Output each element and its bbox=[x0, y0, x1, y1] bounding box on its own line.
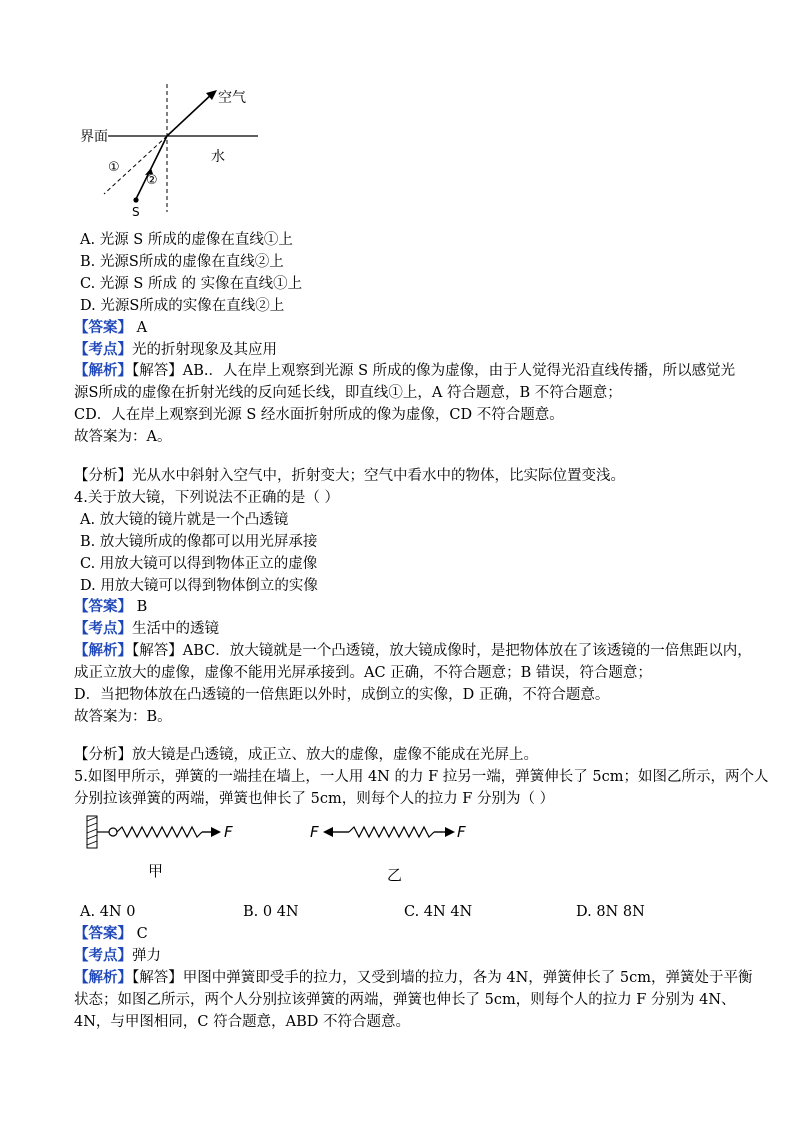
point-value: 光的折射现象及其应用 bbox=[132, 342, 277, 358]
q5-analysis-line-1 bbox=[74, 968, 752, 988]
force-arrow-left bbox=[323, 827, 333, 837]
q3-option-c: C. 光源 S 所成 的 实像在直线①上 bbox=[80, 276, 303, 292]
point-tag: 【考点】 bbox=[74, 620, 132, 637]
analysis-text: 【解答】ABC．放大镜就是一个凸透镜，放大镜成像时，是把物体放在了该透镜的一倍焦距以内， bbox=[132, 643, 752, 659]
spring bbox=[117, 827, 202, 837]
q5-stem-line-1: 5.如图甲所示，弹簧的一端挂在墙上，一人用 4N 的力 F 拉另一端，弹簧伸长了 5cm；如图乙所示，两个人 bbox=[74, 769, 769, 785]
point-value: 生活中的透镜 bbox=[132, 621, 219, 637]
ray-air bbox=[167, 93, 213, 136]
q4-option-d: D. 用放大镜可以得到物体倒立的实像 bbox=[80, 578, 318, 594]
q5-stem-line-2: 分别拉该弹簧的两端，弹簧也伸长了 5cm，则每个人的拉力 F 分别为（ ） bbox=[74, 791, 555, 807]
air-label: 空气 bbox=[218, 90, 246, 106]
force-arrow-right bbox=[445, 827, 455, 837]
q4-option-c: C. 用放大镜可以得到物体正立的虚像 bbox=[80, 556, 318, 572]
q4-point-line bbox=[74, 619, 219, 639]
q5-analysis-line-3: 4N，与甲图相同，C 符合题意，ABD 不符合题意。 bbox=[74, 1014, 410, 1030]
q5-option-b: B. 0 4N bbox=[243, 904, 299, 920]
force-label-left: F bbox=[310, 823, 319, 841]
q4-analysis-line-1 bbox=[74, 641, 752, 661]
q3-option-d: D. 光源S所成的实像在直线②上 bbox=[80, 298, 285, 314]
force-arrow bbox=[211, 827, 221, 837]
point-tag: 【考点】 bbox=[74, 947, 132, 964]
spring-figure-a bbox=[85, 812, 255, 852]
q5-analysis-line-2: 状态；如图乙所示，两个人分别拉该弹簧的两端，弹簧也伸长了 5cm，则每个人的拉力 F 分别为 4N、 bbox=[74, 992, 736, 1008]
ray-water bbox=[136, 136, 167, 199]
answer-tag: 【答案】 bbox=[74, 925, 132, 942]
answer-tag: 【答案】 bbox=[74, 598, 132, 615]
q3-analysis-line-2: 源S所成的虚像在折射光线的反向延长线，即直线①上，A 符合题意，B 不符合题意； bbox=[74, 385, 622, 401]
line2-label: ② bbox=[146, 173, 158, 188]
analysis-text: 【解答】AB.．人在岸上观察到光源 S 所成的像为虚像，由于人觉得光沿直线传播，所以感觉光 bbox=[132, 363, 736, 379]
q5-point-line bbox=[74, 946, 161, 966]
analysis-tag: 【解析】 bbox=[74, 969, 132, 986]
q3-answer-line bbox=[74, 318, 147, 338]
water-label: 水 bbox=[211, 149, 225, 165]
spring-figure-b bbox=[305, 812, 480, 852]
q3-option-b: B. 光源S所成的虚像在直线②上 bbox=[80, 254, 284, 270]
figure-b-caption: 乙 bbox=[387, 866, 403, 884]
q4-analysis-line-4: 故答案为：B。 bbox=[74, 709, 172, 725]
q4-answer-line bbox=[74, 597, 147, 617]
q4-option-a: A. 放大镜的镜片就是一个凸透镜 bbox=[80, 512, 289, 528]
point-value: 弹力 bbox=[132, 948, 161, 964]
q5-answer-line bbox=[74, 924, 148, 944]
q5-option-d: D. 8N 8N bbox=[576, 904, 645, 920]
point-tag: 【考点】 bbox=[74, 341, 132, 358]
q3-point-line bbox=[74, 340, 277, 360]
q4-fenxi: 【分析】放大镜是凸透镜，成正立、放大的虚像，虚像不能成在光屏上。 bbox=[74, 747, 538, 763]
q4-option-b: B. 放大镜所成的像都可以用光屏承接 bbox=[80, 534, 318, 550]
q5-option-a: A. 4N 0 bbox=[80, 904, 136, 920]
q4-analysis-line-2: 成正立放大的虚像，虚像不能用光屏承接到。AC 正确，不符合题意；B 错误，符合题意； bbox=[74, 665, 652, 681]
force-label-right: F bbox=[457, 823, 466, 841]
light-source-dot bbox=[133, 197, 138, 202]
analysis-tag: 【解析】 bbox=[74, 642, 132, 659]
q4-stem: 4.关于放大镜，下列说法不正确的是（ ） bbox=[74, 490, 339, 506]
q3-fenxi: 【分析】光从水中斜射入空气中，折射变大；空气中看水中的物体，比实际位置变浅。 bbox=[74, 468, 625, 484]
q3-analysis-line-4: 故答案为：A。 bbox=[74, 429, 172, 445]
ring bbox=[109, 828, 117, 836]
refraction-diagram bbox=[70, 80, 270, 220]
spring bbox=[349, 827, 434, 837]
interface-label: 界面 bbox=[80, 129, 108, 145]
q3-analysis-line-3: CD．人在岸上观察到光源 S 经水面折射所成的像为虚像，CD 不符合题意。 bbox=[74, 407, 564, 423]
q5-option-c: C. 4N 4N bbox=[404, 904, 473, 920]
answer-value: A bbox=[136, 320, 148, 336]
answer-value: B bbox=[136, 599, 148, 615]
force-label: F bbox=[224, 823, 233, 841]
q4-analysis-line-3: D．当把物体放在凸透镜的一倍焦距以外时，成倒立的实像，D 正确，不符合题意。 bbox=[74, 687, 610, 703]
figure-a-caption: 甲 bbox=[148, 862, 164, 880]
analysis-text: 【解答】甲图中弹簧即受手的拉力，又受到墙的拉力，各为 4N，弹簧伸长了 5cm，弹簧处于平衡 bbox=[132, 970, 753, 986]
analysis-tag: 【解析】 bbox=[74, 362, 132, 379]
answer-tag: 【答案】 bbox=[74, 319, 132, 336]
q3-analysis-line-1 bbox=[74, 361, 735, 381]
q3-option-a: A. 光源 S 所成的虚像在直线①上 bbox=[80, 232, 293, 248]
line1-label: ① bbox=[108, 160, 120, 175]
answer-value: C bbox=[136, 926, 148, 942]
source-label: S bbox=[132, 205, 140, 219]
